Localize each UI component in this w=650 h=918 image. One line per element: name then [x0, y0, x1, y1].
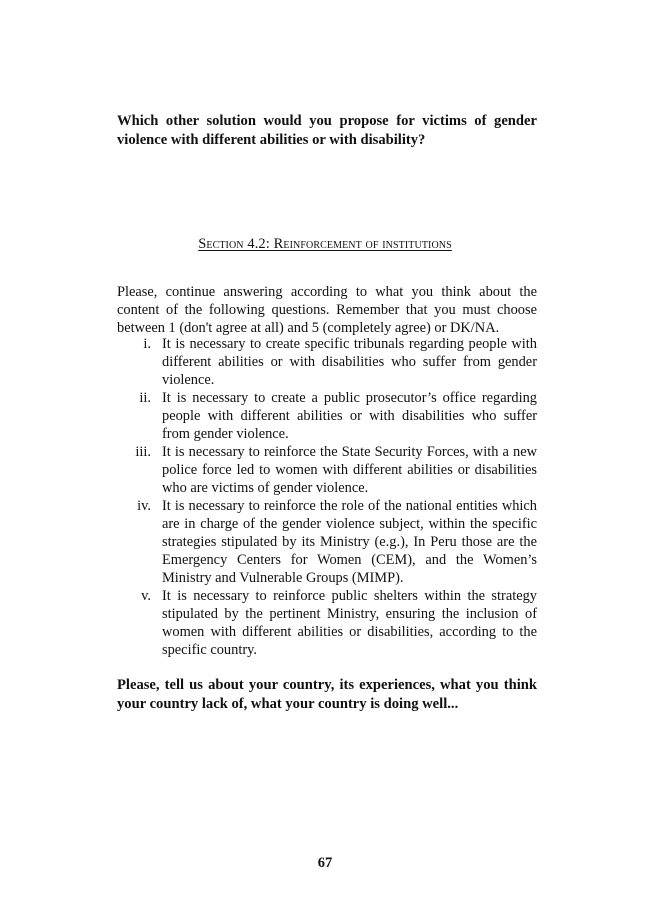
statement-item [117, 497, 537, 587]
intro-instructions: Please, continue answering according to what you think about the content of the following questions. Remember that you must choose between 1 (don't agree at all) and 5 (completely agree) or DK/NA. [117, 284, 537, 337]
question-disability-solution: Which other solution would you propose for victims of gender violence with different abilities or with disability? [117, 112, 537, 148]
statement-text: It is necessary to reinforce the State Security Forces, with a new police force led to women with different abilities or disabilities who are victims of gender violence. [162, 444, 537, 496]
statement-text: It is necessary to create specific tribunals regarding people with different abilities or with disabilities who suffer from gender violence. [162, 336, 537, 388]
statement-item [117, 443, 537, 497]
statement-item [117, 587, 537, 659]
statement-number: iv. [137, 498, 151, 514]
statement-text: It is necessary to reinforce the role of the national entities which are in charge of the gender violence subject, within the specific strategies stipulated by its Ministry (e.g.), In Peru those are the Emergency Centers for Women (CEM), and the Women’s Ministry and Vulnerable Groups (MIMP). [162, 498, 537, 586]
question-country: Please, tell us about your country, its experiences, what you think your country lack of, what your country is doing well... [117, 676, 537, 712]
statement-list [117, 335, 537, 659]
statement-item [117, 389, 537, 443]
section-heading: Section 4.2: Reinforcement of institutions [198, 236, 452, 252]
statement-number: i. [143, 336, 151, 352]
page-number: 67 [317, 855, 333, 871]
statement-number: v. [141, 588, 151, 604]
statement-number: ii. [139, 390, 151, 406]
statement-number: iii. [135, 444, 151, 460]
statement-text: It is necessary to reinforce public shelters within the strategy stipulated by the pertinent Ministry, ensuring the inclusion of women with different abilities or disabilities, according to the specific country. [162, 588, 537, 658]
statement-item [117, 335, 537, 389]
statement-text: It is necessary to create a public prosecutor’s office regarding people with different abilities or with disabilities who suffer from gender violence. [162, 390, 537, 442]
